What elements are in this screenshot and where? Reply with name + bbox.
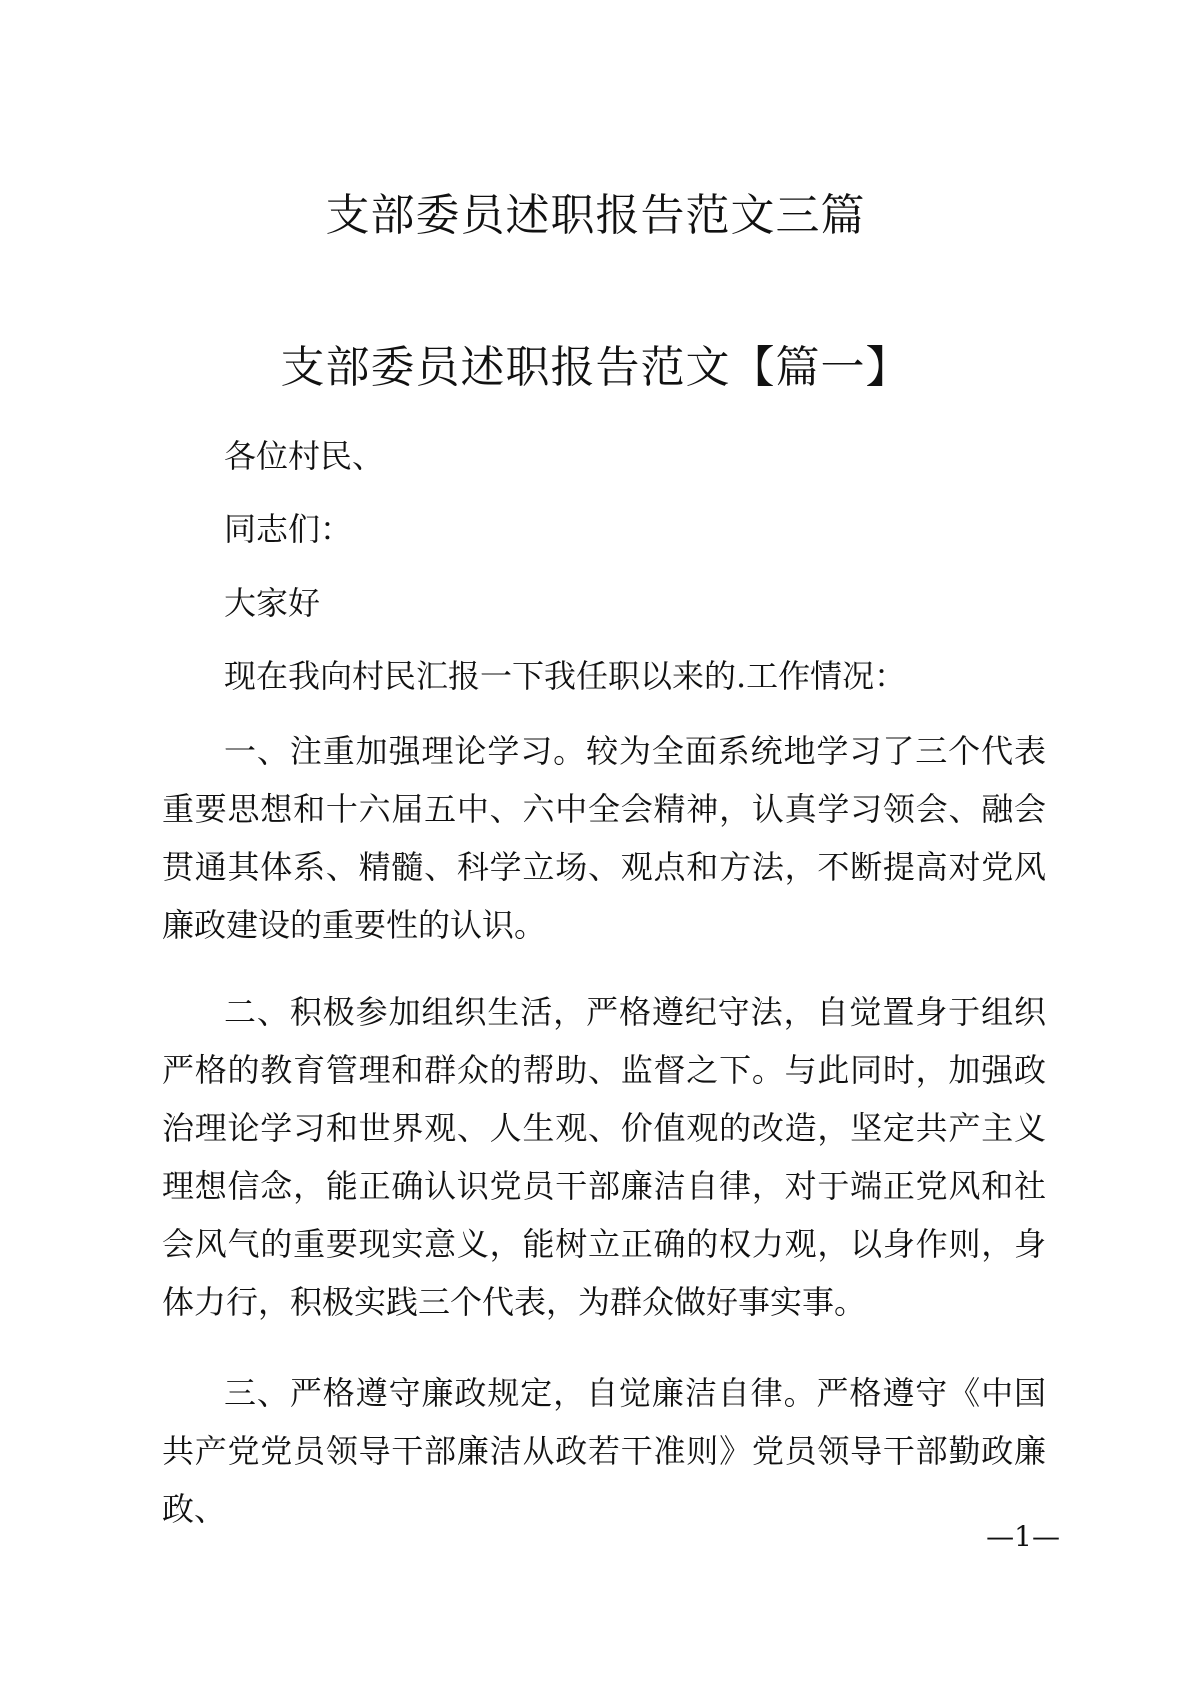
- body-paragraph: 二、积极参加组织生活，严格遵纪守法，自觉置身于组织严格的教育管理和群众的帮助、监督之下。与此同时，加强政治理论学习和世界观、人生观、价值观的改造，坚定共产主义理想信念，能正确认识党员干部廉洁自律，对于端正党风和社会风气的重要现实意义，能树立正确的权力观，以身作则，身体力行，积极实践三个代表，为群众做好事实事。: [162, 993, 1046, 1321]
- intro-line: 现在我向村民汇报一下我任职以来的.工作情况：: [224, 657, 907, 695]
- greeting-line: 同志们：: [224, 510, 353, 548]
- body-paragraph: 一、注重加强理论学习。较为全面系统地学习了三个代表重要思想和十六届五中、六中全会精神，认真学习领会、融会贯通其体系、精髓、科学立场、观点和方法，不断提高对党风廉政建设的重要性的认识。: [162, 732, 1046, 944]
- page-number: —1—: [986, 1520, 1060, 1553]
- greeting-line: 各位村民、: [224, 437, 385, 475]
- greeting-line: 大家好: [224, 584, 321, 622]
- body-paragraph: 三、严格遵守廉政规定，自觉廉洁自律。严格遵守《中国共产党党员领导干部廉洁从政若干准则》党员领导干部勤政廉政、: [162, 1374, 1046, 1528]
- document-title: 支部委员述职报告范文三篇: [325, 190, 866, 241]
- section-heading: 支部委员述职报告范文【篇一】: [280, 342, 911, 393]
